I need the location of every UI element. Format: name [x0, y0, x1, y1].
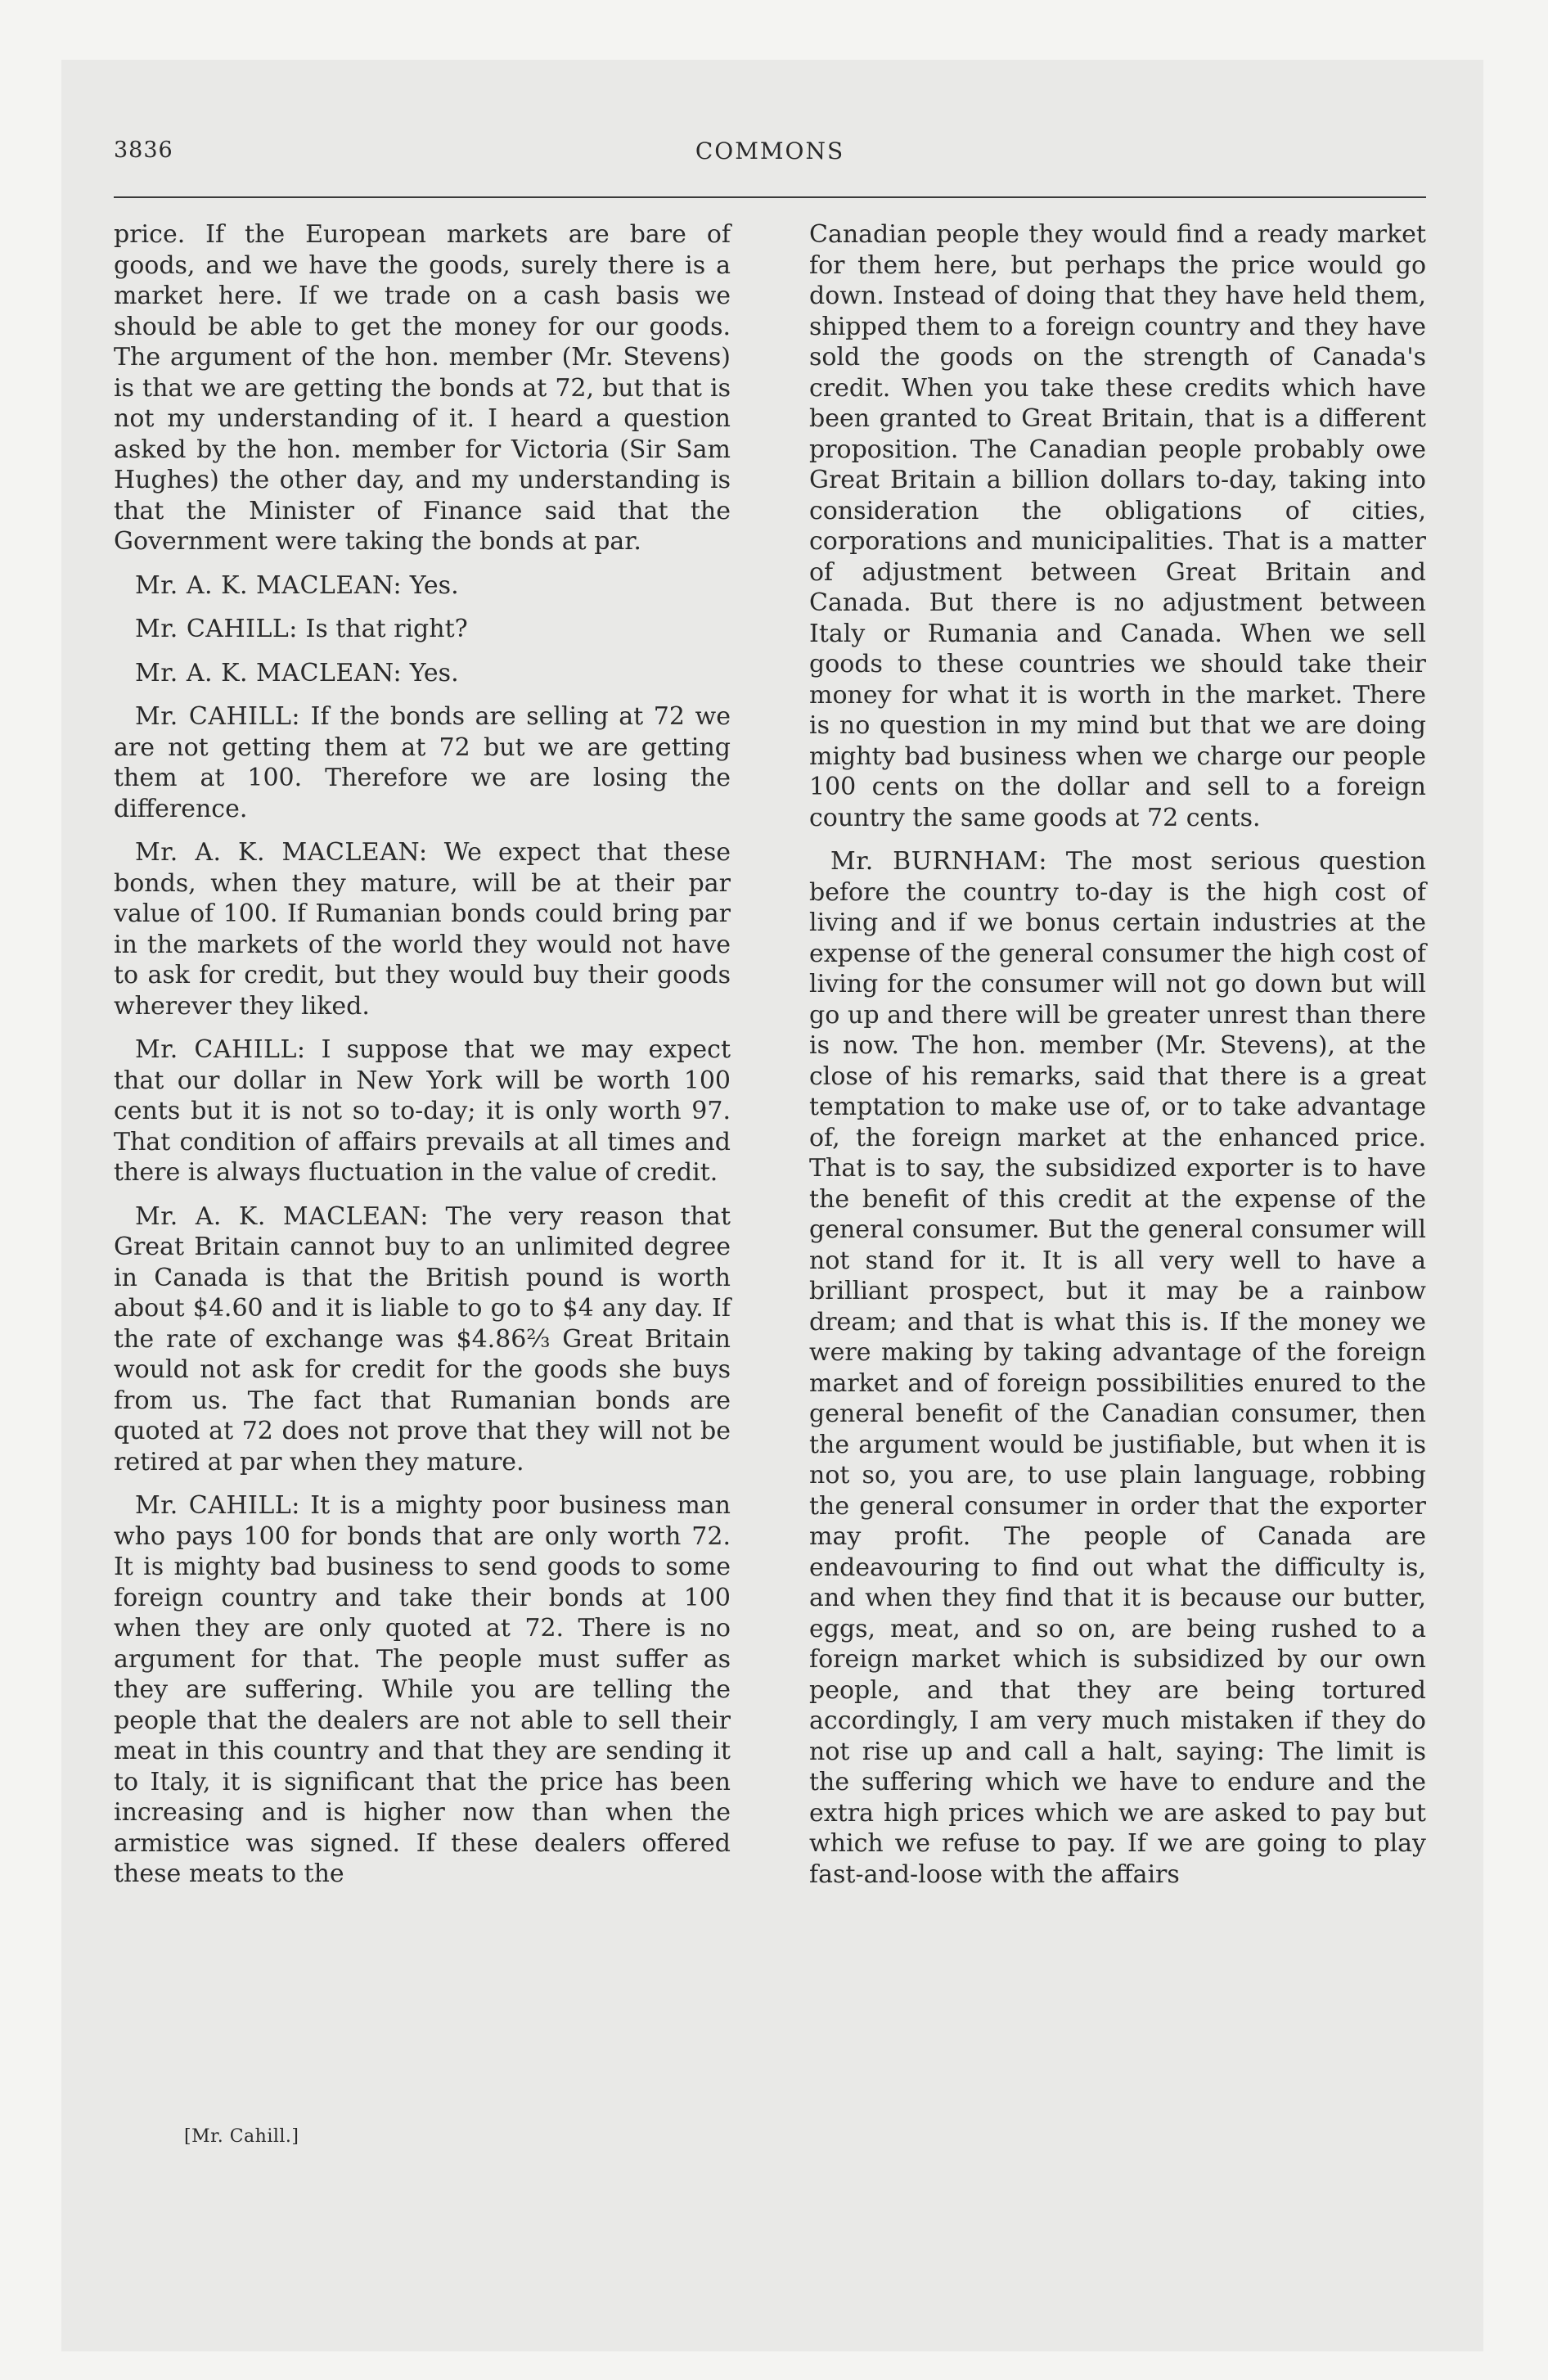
paragraph	[114, 614, 731, 645]
left-column	[114, 219, 731, 1903]
paragraph-text: price. If the European markets are bare of goods, and we have the goods, surely there is a market here. If we trade on a cash basis we should be able to get the money for our goods. The argument of the hon. member (Mr. Stevens) is that we are getting the bonds at 72, but that is not my understanding of it. I heard a question asked by the hon. member for Victoria (Sir Sam Hughes) the other day, and my understanding is that the Minister of Finance said that the Government were taking the bonds at par.	[114, 220, 731, 556]
header-rule	[114, 196, 1426, 198]
speaker-name: Mr. CAHILL:	[135, 1491, 300, 1520]
speaker-name: Mr. A. K. MACLEAN:	[135, 570, 403, 600]
paragraph	[114, 701, 731, 824]
speaker-name: Mr. A. K. MACLEAN:	[135, 838, 428, 867]
paragraph-text: Yes.	[409, 658, 459, 687]
paragraph	[114, 570, 731, 602]
paragraph-text: Canadian people they would find a ready market for them here, but perhaps the price would go down. Instead of doing that they have held them, shipped them to a foreign country and they have sold the goods on the strength of Canada's credit. When you take these credits which have been granted to Great Britain, that is a different proposition. The Canadian people probably owe Great Britain a billion dollars to-day, taking into consideration the obligations of cities, corporations and municipalities. That is a matter of adjustment between Great Britain and Canada. But there is no adjustment between Italy or Rumania and Canada. When we sell goods to these countries we should take their money for what it is worth in the market. There is no question in my mind but that we are doing mighty bad business when we charge our people 100 cents on the dollar and sell to a foreign country the same goods at 72 cents.	[809, 220, 1426, 832]
paragraph	[114, 219, 731, 557]
paragraph	[114, 1201, 731, 1478]
paragraph-text: I suppose that we may expect that our dollar in New York will be worth 100 cents but it is not so to-day; it is only worth 97. That condition of affairs prevails at all times and there is always fluctuation in the value of credit.	[114, 1035, 731, 1187]
paragraph-text: The most serious question before the country to-day is the high cost of living and if we bonus certain industries at the expense of the general consumer the high cost of living for the consumer will not go down but will go up and there will be greater unrest than there is now. The hon. member (Mr. Stevens), at the close of his remarks, said that there is a great temptation to make use of, or to take advantage of, the foreign market at the enhanced price. That is to say, the subsidized exporter is to have the benefit of this credit at the expense of the general consumer. But the general consumer will not stand for it. It is all very well to have a brilliant prospect, but it may be a rainbow dream; and that is what this is. If the money we were making by taking advantage of the foreign market and of foreign possibilities enured to the general benefit of the Canadian consumer, then the argument would be justifiable, but when it is not so, you are, to use plain language, robbing the general consumer in order that the exporter may profit. The people of Canada are endeavouring to find out what the difficulty is, and when they find that it is because our butter, eggs, meat, and so on, are being rushed to a foreign market which is subsidized by our own people, and that they are being tortured accordingly, I am very much mistaken if they do not rise up and call a halt, saying: The limit is the suffering which we have to endure and the extra high prices which we are asked to pay but which we refuse to pay. If we are going to play fast-and-loose with the affairs	[809, 847, 1426, 1889]
speaker-name: Mr. A. K. MACLEAN:	[135, 658, 403, 687]
paragraph-text: Is that right?	[305, 615, 468, 643]
speaker-footnote: [Mr. Cahill.]	[184, 2126, 299, 2147]
paragraph	[114, 837, 731, 1021]
paragraph	[114, 1490, 731, 1890]
speaker-name: Mr. A. K. MACLEAN:	[135, 1201, 429, 1231]
speaker-name: Mr. BURNHAM:	[830, 847, 1047, 876]
speaker-name: Mr. CAHILL:	[135, 702, 300, 731]
paragraph-text: If the bonds are selling at 72 we are not getting them at 72 but we are getting them at 100. Therefore we are losing the difference.	[114, 702, 731, 823]
paragraph-text: We expect that these bonds, when they mature, will be at their par value of 100. If Rumanian bonds could bring par in the markets of the world they would not have to ask for credit, but they would buy their goods wherever they liked.	[114, 838, 731, 1021]
paragraph-text: It is a mighty poor business man who pays 100 for bonds that are only worth 72. It is mighty bad business to send goods to some foreign country and take their bonds at 100 when they are only quoted at 72. There is no argument for that. The people must suffer as they are suffering. While you are telling the people that the dealers are not able to sell their meat in this country and that they are sending it to Italy, it is significant that the price has been increasing and is higher now than when the armistice was signed. If these dealers offered these meats to the	[114, 1491, 731, 1888]
paragraph	[114, 1034, 731, 1188]
speaker-name: Mr. CAHILL:	[135, 615, 298, 643]
paragraph-text: Yes.	[409, 570, 459, 600]
paragraph	[809, 219, 1426, 833]
running-title: COMMONS	[695, 137, 845, 165]
paragraph	[114, 658, 731, 689]
paragraph	[809, 846, 1426, 1890]
speaker-name: Mr. CAHILL:	[135, 1035, 306, 1064]
page-header	[114, 137, 1426, 178]
page-number: 3836	[114, 137, 173, 163]
right-column	[809, 219, 1426, 1903]
paragraph-text: The very reason that Great Britain cannot buy to an unlimited degree in Canada is that the British pound is worth about $4.60 and it is liable to go to $4 any day. If the rate of exchange was $4.86⅔ Great Britain would not ask for credit for the goods she buys from us. The fact that Rumanian bonds are quoted at 72 does not prove that they will not be retired at par when they mature.	[114, 1201, 731, 1476]
